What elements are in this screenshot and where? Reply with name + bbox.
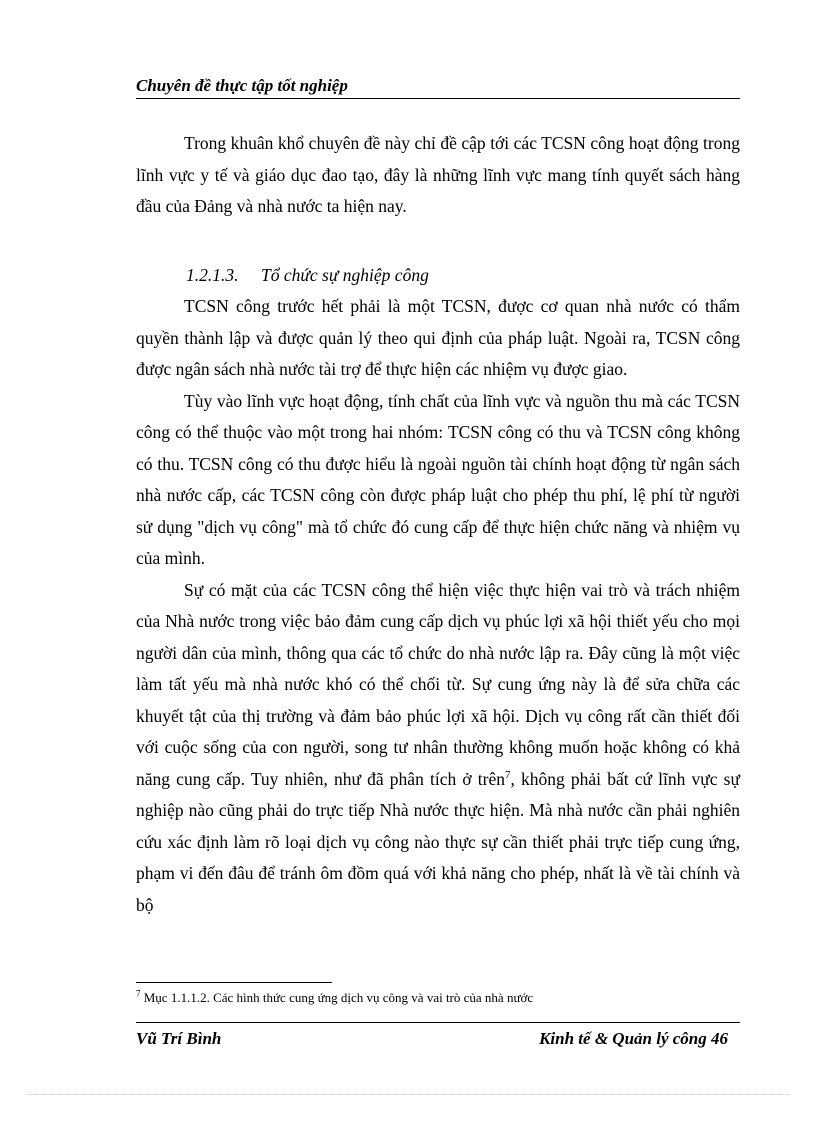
page-footer [136,1022,740,1048]
footnote-text: Mục 1.1.1.2. Các hình thức cung ứng dịch vụ công và vai trò của nhà nước [140,990,534,1005]
document-title: Chuyên đề thực tập tốt nghiệp [136,76,348,95]
footer-author: Vũ Trí Bình [136,1029,222,1048]
paragraph-role-text-1: Sự có mặt của các TCSN công thể hiện việc thực hiện vai trò và trách nhiệm của Nhà nước trong việc bảo đảm cung cấp dịch vụ phúc lợi xã hội thiết yếu cho mọi người dân của mình, thông qua các tổ chức do nhà nước lập ra. Đây cũng là một việc làm tất yếu mà nhà nước khó có thể chối từ. Sự cung ứng này là để sửa chữa các khuyết tật của thị trường và đảm bảo phúc lợi xã hội. Dịch vụ công rất cần thiết đối với cuộc sống của con người, song tư nhân thường không muốn hoặc không có khả năng cung cấp. Tuy nhiên, như đã phân tích ở trên [136,579,740,789]
page-bottom-divider [28,1094,788,1095]
footnote-number: 7 [136,988,141,999]
page-body [136,128,740,921]
paragraph-classification: Tùy vào lĩnh vực hoạt động, tính chất của lĩnh vực và nguồn thu mà các TCSN công có thể thuộc vào một trong hai nhóm: TCSN công có thu và TCSN công không có thu. TCSN công có thu được hiểu là ngoài nguồn tài chính hoạt động từ ngân sách nhà nước cấp, các TCSN công còn được pháp luật cho phép thu phí, lệ phí từ người sử dụng "dịch vụ công" mà tổ chức đó cung cấp để thực hiện chức năng và nhiệm vụ của mình. [136,390,740,568]
section-heading [186,260,740,292]
footnote-separator [136,982,332,983]
footnote [136,990,740,1006]
paragraph-role-text-2: , không phải bất cứ lĩnh vực sự nghiệp nào cũng phải do trực tiếp Nhà nước thực hiện. Mà nhà nước cần phải nghiên cứu xác định làm rõ loại dịch vụ công nào thực sự cần thiết phải trực tiếp cung ứng, phạm vi đến đâu để tránh ôm đồm quá với khả năng cho phép, nhất là về tài chính và bộ [136,768,740,915]
page-header [136,76,740,99]
paragraph-definition: TCSN công trước hết phải là một TCSN, được cơ quan nhà nước có thẩm quyền thành lập và được quản lý theo qui định của pháp luật. Ngoài ra, TCSN công được ngân sách nhà nước tài trợ để thực hiện các nhiệm vụ được giao. [136,296,740,379]
section-title: Tổ chức sự nghiệp công [261,264,429,285]
section-number: 1.2.1.3. [186,264,239,285]
paragraph-role [136,575,740,922]
paragraph-scope: Trong khuân khổ chuyên đề này chỉ đề cập tới các TCSN công hoạt động trong lĩnh vực y tế và giáo dục đao tạo, đây là những lĩnh vực mang tính quyết sách hàng đầu của Đảng và nhà nước ta hiện nay. [136,133,740,216]
footnote-reference[interactable]: 7 [504,768,511,781]
footer-class: Kinh tế & Quản lý công 46 [539,1029,728,1048]
